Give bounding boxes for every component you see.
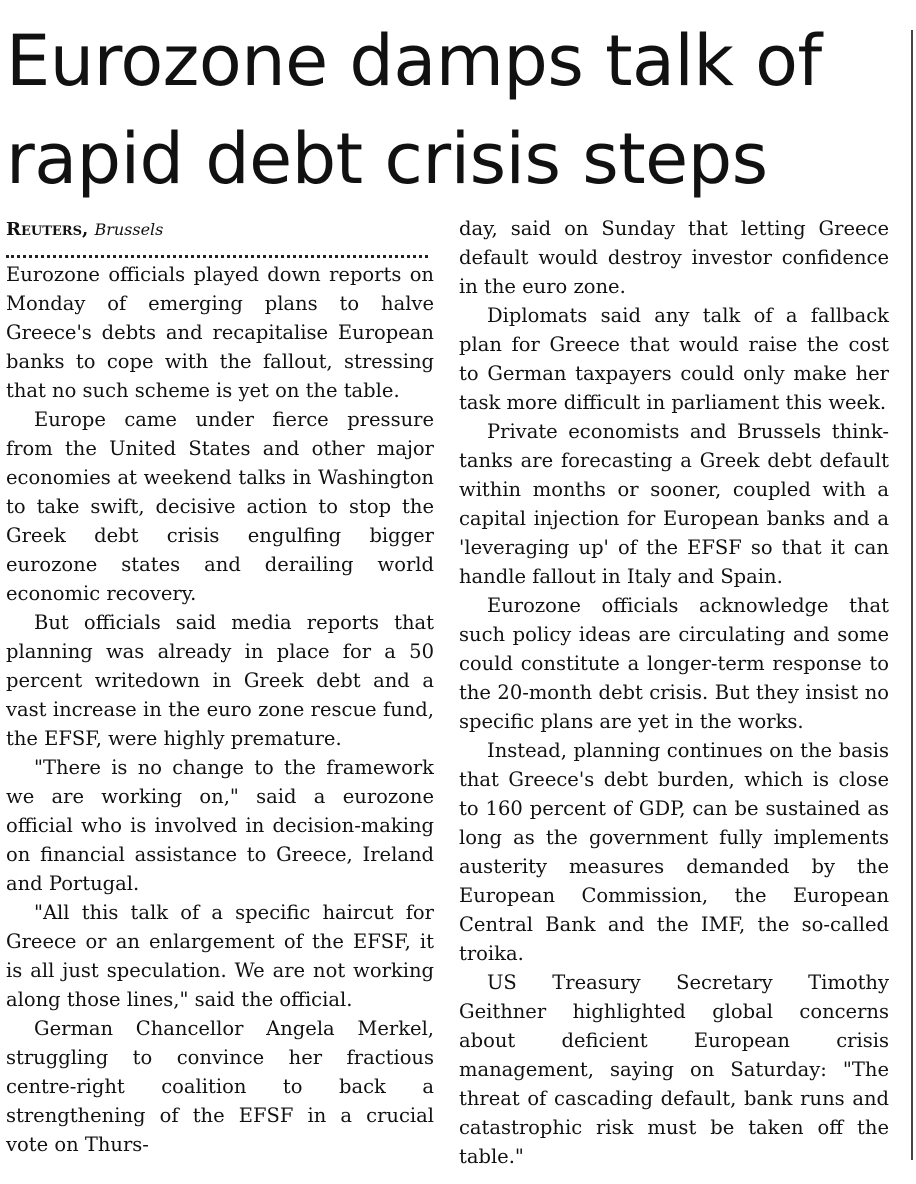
dotted-rule bbox=[6, 255, 428, 258]
byline-agency: Reuters, bbox=[6, 219, 89, 240]
article-column-left bbox=[6, 214, 434, 1159]
headline-line-2: rapid debt crisis steps bbox=[6, 118, 768, 200]
article-paragraph: "All this talk of a specific haircut for Greece or an enlargement of the EFSF, it is all just speculation. We are not working along those lines," said the official. bbox=[6, 901, 434, 1011]
headline-line-1: Eurozone damps talk of bbox=[6, 20, 822, 102]
article-paragraph: But officials said media reports that planning was already in place for a 50 percent writedown in Greek debt and a vast increase in the euro zone rescue fund, the EFSF, were highly premature. bbox=[6, 611, 434, 750]
byline bbox=[6, 214, 434, 243]
article-paragraph: "There is no change to the framework we are working on," said a eurozone official who is involved in decision-making on financial assistance to Greece, Ireland and Portugal. bbox=[6, 756, 434, 895]
article-paragraph: Europe came under fierce pressure from the United States and other major economies at weekend talks in Washington to take swift, decisive action to stop the Greek debt crisis engulfing bigger eurozone states and derailing world economic recovery. bbox=[6, 408, 434, 605]
article-paragraph: German Chancellor Angela Merkel, struggling to convince her fractious centre-right coalition to back a strengthening of the EFSF in a crucial vote on Thurs- bbox=[6, 1017, 434, 1156]
headline bbox=[6, 12, 906, 208]
article-paragraph: Instead, planning continues on the basis that Greece's debt burden, which is close to 160 percent of GDP, can be sustained as long as the government fully implements austerity measures demanded by the European Commission, the European Central Bank and the IMF, the so-called troika. bbox=[459, 739, 889, 965]
article-paragraph: Private economists and Brussels think-tanks are forecasting a Greek debt default within months or sooner, coupled with a capital injection for European banks and a 'leveraging up' of the EFSF so that it can handle fallout in Italy and Spain. bbox=[459, 420, 889, 588]
article-paragraph: Eurozone officials played down reports on Monday of emerging plans to halve Greece's debts and recapitalise European banks to cope with the fallout, stressing that no such scheme is yet on the table. bbox=[6, 263, 434, 402]
article-paragraph: Eurozone officials acknowledge that such policy ideas are circulating and some could constitute a longer-term response to the 20-month debt crisis. But they insist no specific plans are yet in the works. bbox=[459, 594, 889, 733]
byline-dateline: Brussels bbox=[94, 220, 164, 239]
article-paragraph-continuation: day, said on Sunday that letting Greece default would destroy investor confidence in the euro zone. bbox=[459, 217, 889, 298]
article-paragraph: Diplomats said any talk of a fallback plan for Greece that would raise the cost to German taxpayers could only make her task more difficult in parliament this week. bbox=[459, 304, 889, 414]
article-paragraph: US Treasury Secretary Timothy Geithner highlighted global concerns about deficient European crisis management, saying on Saturday: "The threat of cascading default, bank runs and catastrophic risk must be taken off the table." bbox=[459, 971, 889, 1168]
article-column-right bbox=[459, 214, 889, 1171]
page-edge-divider bbox=[911, 30, 913, 1160]
